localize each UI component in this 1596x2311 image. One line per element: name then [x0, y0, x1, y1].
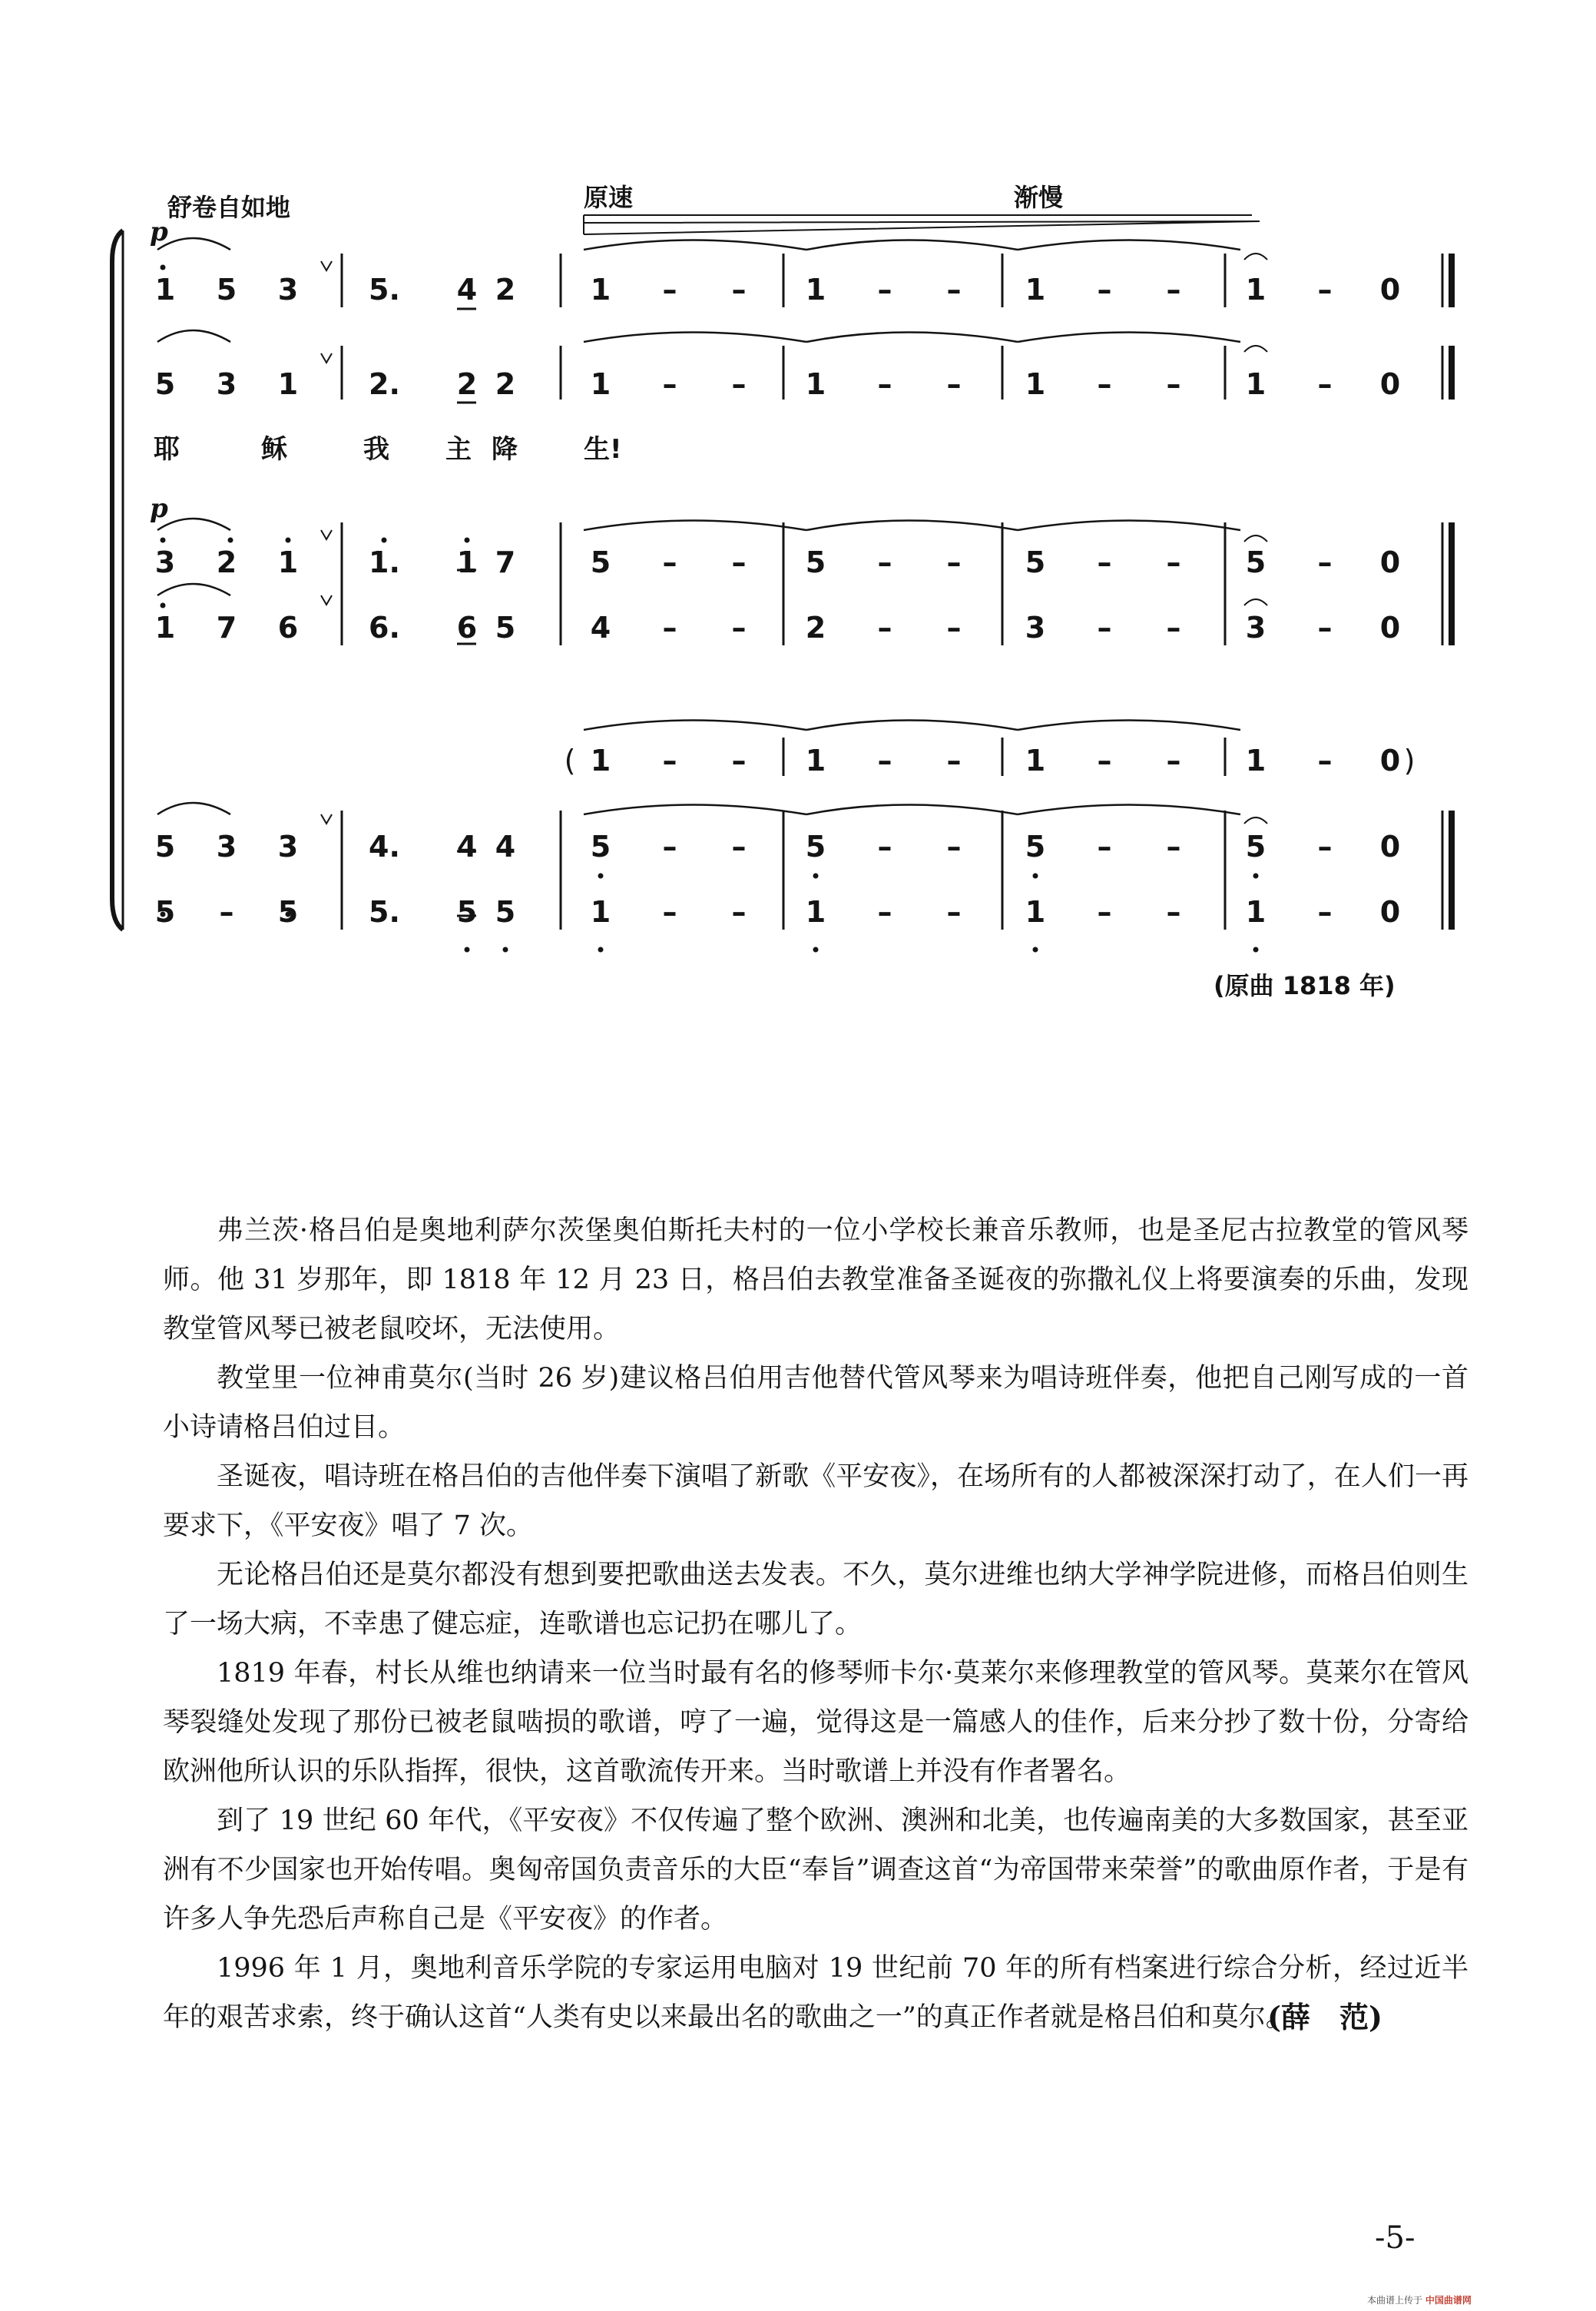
- note-row-1: 1: [590, 273, 611, 307]
- note-row-4: 6: [456, 611, 478, 645]
- note-row-6: 3: [216, 830, 237, 864]
- final-barline-1: [1442, 254, 1452, 400]
- breath-marks: [321, 261, 332, 824]
- note-row-1: 2: [495, 273, 516, 307]
- lyric-syllable: 我: [363, 434, 389, 465]
- note-row-1: 1: [805, 273, 826, 307]
- note-row-7: –: [1097, 895, 1112, 929]
- note-row-7: 1: [1025, 895, 1046, 929]
- note-row-2: 2.: [369, 367, 400, 401]
- lyric-syllable: 降: [492, 434, 518, 465]
- note-row-6: –: [946, 830, 962, 864]
- note-row-4: 0: [1379, 611, 1401, 645]
- note-row-4: 1: [154, 611, 176, 645]
- note-row-4: 2: [805, 611, 826, 645]
- ritardando-hairpin: [584, 221, 1260, 234]
- note-row-5: 1: [1025, 744, 1046, 778]
- note-row-3: 1.: [369, 545, 400, 579]
- note-row-6: –: [662, 830, 677, 864]
- original-year-note: (原曲 1818 年): [1214, 971, 1396, 1000]
- note-row-1: –: [1166, 273, 1181, 307]
- note-row-7: 0: [1379, 895, 1401, 929]
- lyric-syllable: 耶: [154, 434, 180, 465]
- note-row-1: –: [1097, 273, 1112, 307]
- note-row-3: 5: [1025, 545, 1046, 579]
- note-row-6: 5: [1245, 830, 1267, 864]
- note-row-1: 4: [456, 273, 478, 307]
- note-row-3: –: [1317, 545, 1333, 579]
- note-row-1: 5: [216, 273, 237, 307]
- fermatas: [1244, 254, 1267, 824]
- article-author: (薛 范): [1267, 2000, 1382, 2034]
- note-row-5: 1: [1245, 744, 1267, 778]
- note-row-6: 4: [495, 830, 516, 864]
- note-row-1: –: [662, 273, 677, 307]
- note-row-3: –: [1166, 545, 1181, 579]
- note-row-7: –: [1166, 895, 1181, 929]
- tempo-marking-left: 舒卷自如地: [167, 193, 291, 222]
- note-row-3: 2: [216, 545, 237, 579]
- note-row-6: –: [731, 830, 747, 864]
- note-row-6: –: [877, 830, 892, 864]
- note-row-3: –: [731, 545, 747, 579]
- note-row-2: 5: [154, 367, 176, 401]
- note-row-2: –: [946, 367, 962, 401]
- note-row-2: 1: [1245, 367, 1267, 401]
- note-row-5: (: [564, 744, 576, 778]
- note-row-2: 3: [216, 367, 237, 401]
- final-barline-3: [1442, 811, 1452, 930]
- note-row-5: –: [1317, 744, 1333, 778]
- note-row-1: 1: [1025, 273, 1046, 307]
- note-row-2: –: [662, 367, 677, 401]
- article-paragraph: 圣诞夜，唱诗班在格吕伯的吉他伴奏下演唱了新歌《平安夜》，在场所有的人都被深深打动了，在人们一再要求下，《平安夜》唱了 7 次。: [163, 1461, 1469, 1541]
- tempo-marking-ritardando: 渐慢: [1014, 183, 1064, 212]
- note-row-3: 1: [456, 545, 478, 579]
- note-row-1: 3: [277, 273, 299, 307]
- note-row-2: 1: [1025, 367, 1046, 401]
- note-row-4: 6.: [369, 611, 400, 645]
- note-row-5: –: [1097, 744, 1112, 778]
- note-row-6: –: [1097, 830, 1112, 864]
- note-row-6: 3: [277, 830, 299, 864]
- final-barline-2: [1442, 522, 1452, 645]
- note-row-1: 5.: [369, 273, 400, 307]
- note-row-1: –: [946, 273, 962, 307]
- note-row-5: –: [731, 744, 747, 778]
- note-row-3: 5: [1245, 545, 1267, 579]
- note-row-3: 0: [1379, 545, 1401, 579]
- note-row-7: –: [877, 895, 892, 929]
- note-row-4: 6: [277, 611, 299, 645]
- note-row-4: 7: [216, 611, 237, 645]
- note-row-1: –: [1317, 273, 1333, 307]
- note-row-6: 5: [1025, 830, 1046, 864]
- dynamic-mark: p: [150, 493, 168, 524]
- note-row-2: 1: [277, 367, 299, 401]
- note-row-2: 1: [805, 367, 826, 401]
- note-row-7: –: [1317, 895, 1333, 929]
- note-row-7: 1: [590, 895, 611, 929]
- note-row-7: 5: [154, 895, 176, 929]
- note-row-4: 3: [1025, 611, 1046, 645]
- note-row-1: 1: [154, 273, 176, 307]
- note-row-6: 5: [154, 830, 176, 864]
- note-row-1: –: [731, 273, 747, 307]
- note-row-6: –: [1317, 830, 1333, 864]
- note-row-7: –: [731, 895, 747, 929]
- note-row-5: 0: [1379, 744, 1401, 778]
- note-row-5: –: [662, 744, 677, 778]
- note-row-4: –: [1317, 611, 1333, 645]
- note-row-6: 4.: [369, 830, 400, 864]
- note-row-6: 0: [1379, 830, 1401, 864]
- dynamic-mark: p: [150, 217, 168, 247]
- note-row-5: 1: [805, 744, 826, 778]
- note-row-5: –: [877, 744, 892, 778]
- note-row-4: –: [1097, 611, 1112, 645]
- note-row-4: –: [1166, 611, 1181, 645]
- note-row-2: –: [877, 367, 892, 401]
- note-row-3: 1: [277, 545, 299, 579]
- note-row-6: –: [1166, 830, 1181, 864]
- footer-site-logo[interactable]: 中国曲谱网: [1425, 2295, 1472, 2306]
- note-row-5: 1: [590, 744, 611, 778]
- note-row-3: –: [877, 545, 892, 579]
- note-row-6: 5: [590, 830, 611, 864]
- article-paragraph: 弗兰茨·格吕伯是奥地利萨尔茨堡奥伯斯托夫村的一位小学校长兼音乐教师，也是圣尼古拉教堂的管风琴师。他 31 岁那年，即 1818 年 12 月 23 日，格吕伯去教堂准备圣诞夜的弥撒礼仪上将要演奏的乐曲，发现教堂管风琴已被老鼠咬坏，无法使用。: [163, 1215, 1469, 1344]
- note-row-4: 5: [495, 611, 516, 645]
- note-row-7: 5.: [369, 895, 400, 929]
- note-row-5: –: [946, 744, 962, 778]
- footer-upload-note: [1367, 2293, 1472, 2306]
- note-row-7: 5: [495, 895, 516, 929]
- note-row-1: –: [877, 273, 892, 307]
- note-row-3: 5: [805, 545, 826, 579]
- article-body: [163, 1206, 1469, 2042]
- note-row-3: 5: [590, 545, 611, 579]
- footer-upload-text: 本曲谱上传于: [1367, 2295, 1423, 2306]
- lyric-syllable: 稣: [261, 434, 287, 465]
- note-row-6: 4: [456, 830, 478, 864]
- note-row-2: –: [1317, 367, 1333, 401]
- note-row-7: 5: [277, 895, 299, 929]
- note-row-7: –: [946, 895, 962, 929]
- lyric-syllable: 主: [445, 434, 472, 465]
- note-row-6: 5: [805, 830, 826, 864]
- lyric-syllable: 生!: [584, 434, 622, 465]
- note-row-7: 1: [805, 895, 826, 929]
- article-paragraph: 1996 年 1 月，奥地利音乐学院的专家运用电脑对 19 世纪前 70 年的所有档案进行综合分析，经过近半年的艰苦求索，终于确认这首“人类有史以来最出名的歌曲之一”的真正作者就是格吕伯和莫尔。: [163, 1953, 1469, 2033]
- note-row-3: –: [946, 545, 962, 579]
- article-paragraph: 1819 年春，村长从维也纳请来一位当时最有名的修琴师卡尔·莫莱尔来修理教堂的管风琴。莫莱尔在管风琴裂缝处发现了那份已被老鼠啮损的歌谱，哼了一遍，觉得这是一篇感人的佳作，后来分抄了数十份，分寄给欧洲他所认识的乐队指挥，很快，这首歌流传开来。当时歌谱上并没有作者署名。: [163, 1658, 1469, 1787]
- note-row-4: –: [946, 611, 962, 645]
- note-row-7: –: [219, 895, 234, 929]
- slurs: [157, 238, 1240, 814]
- note-row-2: 0: [1379, 367, 1401, 401]
- note-row-2: –: [1166, 367, 1181, 401]
- note-row-2: 1: [590, 367, 611, 401]
- note-row-4: 4: [590, 611, 611, 645]
- note-row-7: 1: [1245, 895, 1267, 929]
- tempo-marking-a-tempo: 原速: [584, 183, 634, 212]
- article-paragraph: 教堂里一位神甫莫尔(当时 26 岁)建议格吕伯用吉他替代管风琴来为唱诗班伴奏，他把自己刚写成的一首小诗请格吕伯过目。: [163, 1363, 1469, 1443]
- system-brace: [112, 230, 123, 930]
- article-paragraph: 无论格吕伯还是莫尔都没有想到要把歌曲送去发表。不久，莫尔进维也纳大学神学院进修，而格吕伯则生了一场大病，不幸患了健忘症，连歌谱也忘记扔在哪儿了。: [163, 1560, 1469, 1640]
- page-number: -5-: [1375, 2220, 1416, 2256]
- note-row-5: ): [1403, 744, 1416, 778]
- note-row-4: –: [662, 611, 677, 645]
- note-row-3: 3: [154, 545, 176, 579]
- note-row-3: –: [662, 545, 677, 579]
- note-row-7: 5: [456, 895, 478, 929]
- note-row-2: 2: [495, 367, 516, 401]
- note-row-3: 7: [495, 545, 516, 579]
- note-row-4: 3: [1245, 611, 1267, 645]
- note-row-5: –: [1166, 744, 1181, 778]
- note-row-2: 2: [456, 367, 478, 401]
- note-row-4: –: [731, 611, 747, 645]
- note-row-4: –: [877, 611, 892, 645]
- note-row-2: –: [731, 367, 747, 401]
- note-row-1: 0: [1379, 273, 1401, 307]
- note-row-7: –: [662, 895, 677, 929]
- note-row-1: 1: [1245, 273, 1267, 307]
- note-row-2: –: [1097, 367, 1112, 401]
- article-paragraph: 到了 19 世纪 60 年代，《平安夜》不仅传遍了整个欧洲、澳洲和北美，也传遍南美的大多数国家，甚至亚洲有不少国家也开始传唱。奥匈帝国负责音乐的大臣“奉旨”调查这首“为帝国带来荣誉”的歌曲原作者，于是有许多人争先恐后声称自己是《平安夜》的作者。: [163, 1805, 1469, 1935]
- note-row-3: –: [1097, 545, 1112, 579]
